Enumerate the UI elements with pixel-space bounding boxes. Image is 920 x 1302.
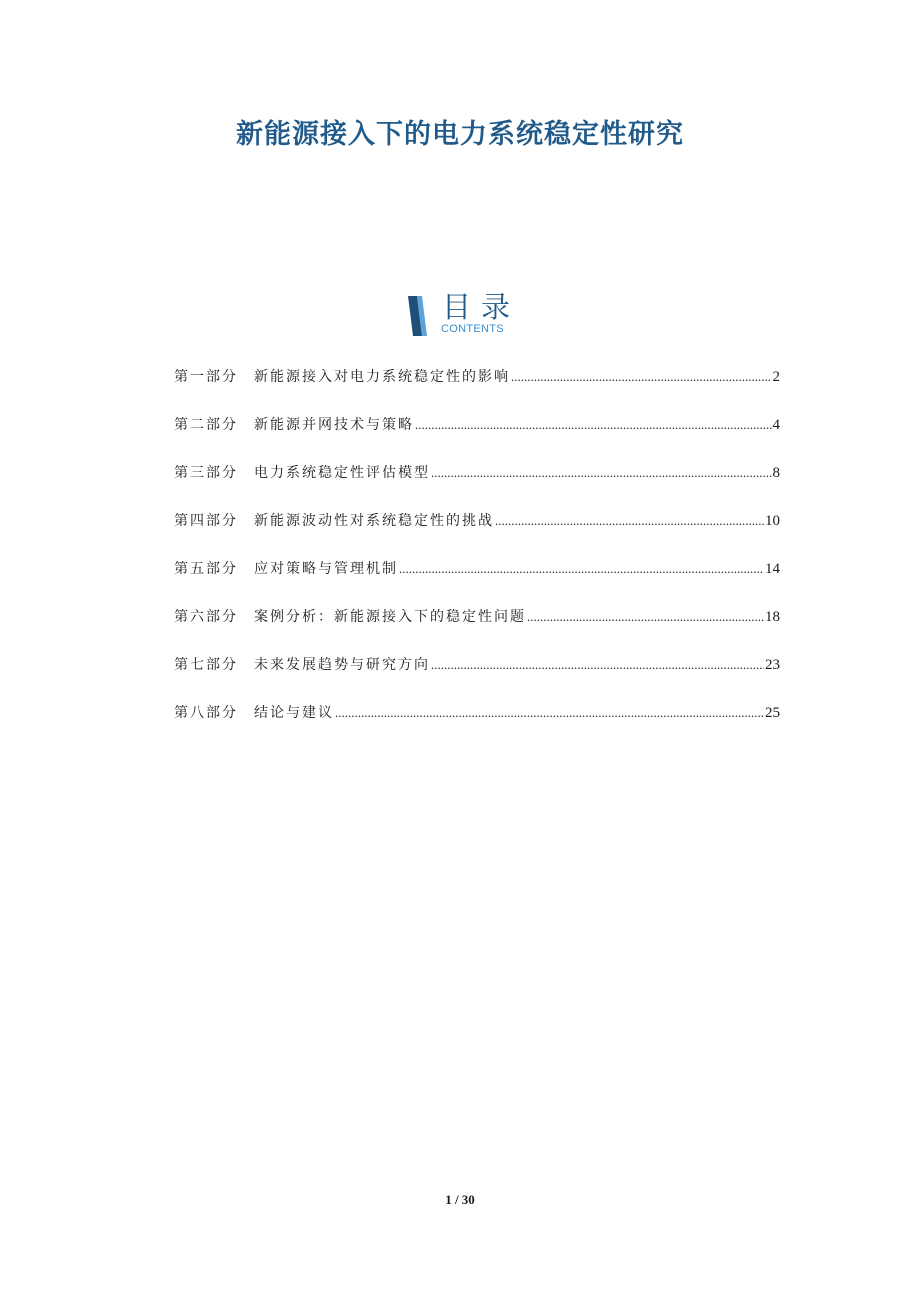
toc-dot-leader <box>511 366 772 388</box>
toc-dot-leader <box>335 702 764 724</box>
toc-entry-part: 第四部分 <box>174 513 238 529</box>
toc-entry-page: 8 <box>772 465 780 481</box>
toc-entry-title: 未来发展趋势与研究方向 <box>254 657 430 673</box>
toc-entry-5[interactable] <box>174 558 780 606</box>
toc-entry-page: 14 <box>765 561 780 577</box>
toc-entry-part: 第三部分 <box>174 465 238 481</box>
page-number: 1 / 30 <box>445 1192 475 1207</box>
toc-header <box>406 292 536 342</box>
toc-entry-page: 18 <box>765 609 780 625</box>
toc-entry-4[interactable] <box>174 510 780 558</box>
toc-list <box>174 366 780 750</box>
toc-entry-part: 第二部分 <box>174 417 238 433</box>
book-icon <box>406 294 436 338</box>
toc-entry-title: 结论与建议 <box>254 705 334 721</box>
toc-entry-3[interactable] <box>174 462 780 510</box>
toc-entry-title: 新能源接入对电力系统稳定性的影响 <box>254 369 510 385</box>
toc-heading: 目录 <box>442 290 521 324</box>
toc-entry-1[interactable] <box>174 366 780 414</box>
toc-dot-leader <box>415 414 772 436</box>
toc-entry-6[interactable] <box>174 606 780 654</box>
toc-entry-title: 应对策略与管理机制 <box>254 561 398 577</box>
toc-subheading: CONTENTS <box>441 323 504 335</box>
toc-entry-page: 2 <box>772 369 780 385</box>
toc-dot-leader <box>431 654 764 676</box>
toc-entry-title: 电力系统稳定性评估模型 <box>254 465 430 481</box>
toc-entry-title: 案例分析：新能源接入下的稳定性问题 <box>254 609 526 625</box>
toc-entry-part: 第六部分 <box>174 609 238 625</box>
document-title: 新能源接入下的电力系统稳定性研究 <box>236 119 684 150</box>
toc-entry-page: 25 <box>765 705 780 721</box>
toc-entry-title: 新能源并网技术与策略 <box>254 417 414 433</box>
toc-entry-title: 新能源波动性对系统稳定性的挑战 <box>254 513 494 529</box>
toc-entry-page: 4 <box>772 417 780 433</box>
toc-entry-page: 10 <box>765 513 780 529</box>
toc-entry-part: 第八部分 <box>174 705 238 721</box>
toc-dot-leader <box>527 606 764 628</box>
toc-entry-2[interactable] <box>174 414 780 462</box>
toc-entry-part: 第一部分 <box>174 369 238 385</box>
toc-entry-page: 23 <box>765 657 780 673</box>
toc-entry-part: 第五部分 <box>174 561 238 577</box>
toc-dot-leader <box>399 558 764 580</box>
toc-dot-leader <box>495 510 764 532</box>
toc-entry-part: 第七部分 <box>174 657 238 673</box>
toc-entry-8[interactable] <box>174 702 780 750</box>
toc-entry-7[interactable] <box>174 654 780 702</box>
toc-dot-leader <box>431 462 772 484</box>
